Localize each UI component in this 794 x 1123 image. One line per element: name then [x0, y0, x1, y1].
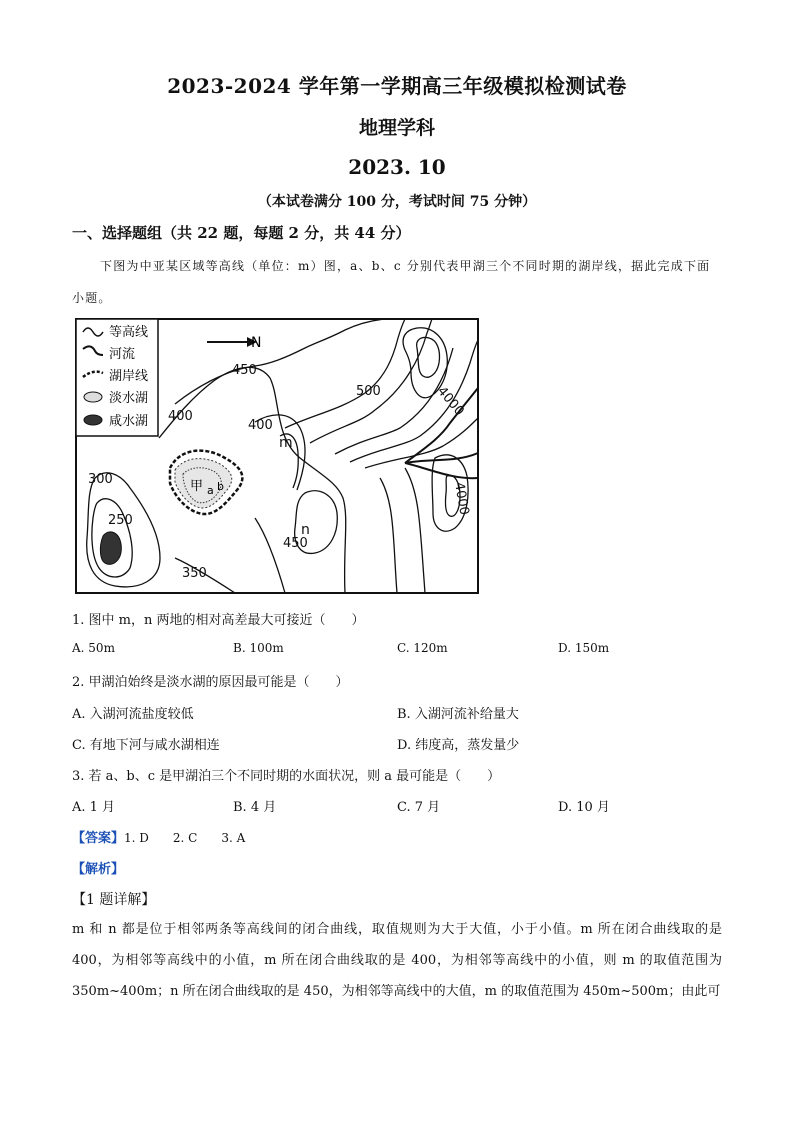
contour-label: 4000 — [433, 383, 467, 419]
question-3-option-a[interactable]: A. 1 月 — [72, 800, 116, 815]
saltwater-lake-legend-icon — [84, 415, 102, 425]
map-legend — [76, 319, 158, 436]
legend-label: 湖岸线 — [109, 369, 149, 384]
contour-map — [75, 318, 479, 594]
shoreline-b-label: b — [217, 480, 224, 493]
section-heading: 一、选择题组（共 22 题，每题 2 分，共 44 分） — [72, 224, 411, 242]
answer-text: 1. D 2. C 3. A — [124, 831, 246, 845]
question-3-stem: 3. 若 a、b、c 是甲湖泊三个不同时期的水面状况，则 a 最可能是（ ） — [72, 769, 501, 784]
lake-jia-label: 甲 — [190, 479, 204, 494]
north-label: N — [251, 335, 262, 351]
question-3-option-d[interactable]: D. 10 月 — [558, 800, 610, 815]
question-1-option-d[interactable]: D. 150m — [558, 641, 610, 655]
contour-label: 400 — [168, 409, 193, 424]
freshwater-lake-legend-icon — [84, 392, 102, 402]
question-1-option-b[interactable]: B. 100m — [233, 641, 284, 655]
contour-label: 450 — [232, 363, 257, 378]
answer-line — [72, 827, 245, 846]
question-3-option-c[interactable]: C. 7 月 — [397, 800, 441, 815]
question-1-stem: 1. 图中 m，n 两地的相对高差最大可接近（ ） — [72, 613, 365, 628]
contour-label: 400 — [248, 418, 273, 433]
contour-label: 4000 — [451, 481, 472, 517]
contour-label: 350 — [182, 566, 207, 581]
question-1-option-a[interactable]: A. 50m — [72, 641, 115, 655]
question-2-stem: 2. 甲湖泊始终是淡水湖的原因最可能是（ ） — [72, 675, 349, 690]
question-1-option-c[interactable]: C. 120m — [397, 641, 448, 655]
exam-subject: 地理学科 — [358, 117, 435, 139]
section-intro: 下图为中亚某区域等高线（单位：m）图，a、b、c 分别代表甲湖三个不同时期的湖岸线，据此完成下面小题。 — [72, 259, 711, 305]
exam-date: 2023. 10 — [348, 155, 446, 179]
saltwater-lake — [100, 532, 121, 564]
legend-label: 咸水湖 — [109, 414, 149, 429]
answer-tag: 【答案】 — [72, 831, 125, 846]
point-n-label: n — [301, 522, 310, 538]
question-3-option-b[interactable]: B. 4 月 — [233, 800, 277, 815]
analysis-tag: 【解析】 — [72, 862, 125, 877]
question-2-option-a[interactable]: A. 入湖河流盐度较低 — [72, 707, 194, 722]
analysis-subheading: 【1 题详解】 — [72, 892, 156, 908]
exam-title: 2023-2024 学年第一学期高三年级模拟检测试卷 — [167, 74, 627, 98]
legend-label: 淡水湖 — [109, 391, 149, 406]
contour-label: 250 — [108, 513, 133, 528]
contour-label: 300 — [88, 472, 113, 487]
shoreline-a-label: a — [207, 484, 214, 497]
contour-label: 450 — [283, 536, 308, 551]
point-m-label: m — [279, 435, 293, 451]
question-2-option-d[interactable]: D. 纬度高，蒸发量少 — [397, 738, 520, 753]
question-2-option-c[interactable]: C. 有地下河与咸水湖相连 — [72, 738, 220, 753]
legend-label: 等高线 — [109, 325, 149, 340]
question-2-option-b[interactable]: B. 入湖河流补给量大 — [397, 707, 519, 722]
contour-label: 500 — [356, 384, 381, 399]
analysis-paragraph: m 和 n 都是位于相邻两条等高线间的闭合曲线，取值规则为大于大值，小于小值。m 所在闭合曲线取的是 400，为相邻等高线中的小值，m 所在闭合曲线取的是 400，为相邻等高线中的小值，则 m 的取值范围为 350m~400m；n 所在闭合曲线取的是 450，为相邻等高线中的大值，m 的取值范围为 450m~500m；由此可 — [72, 922, 722, 999]
exam-note: （本试卷满分 100 分，考试时间 75 分钟） — [257, 194, 537, 210]
legend-label: 河流 — [109, 347, 136, 362]
